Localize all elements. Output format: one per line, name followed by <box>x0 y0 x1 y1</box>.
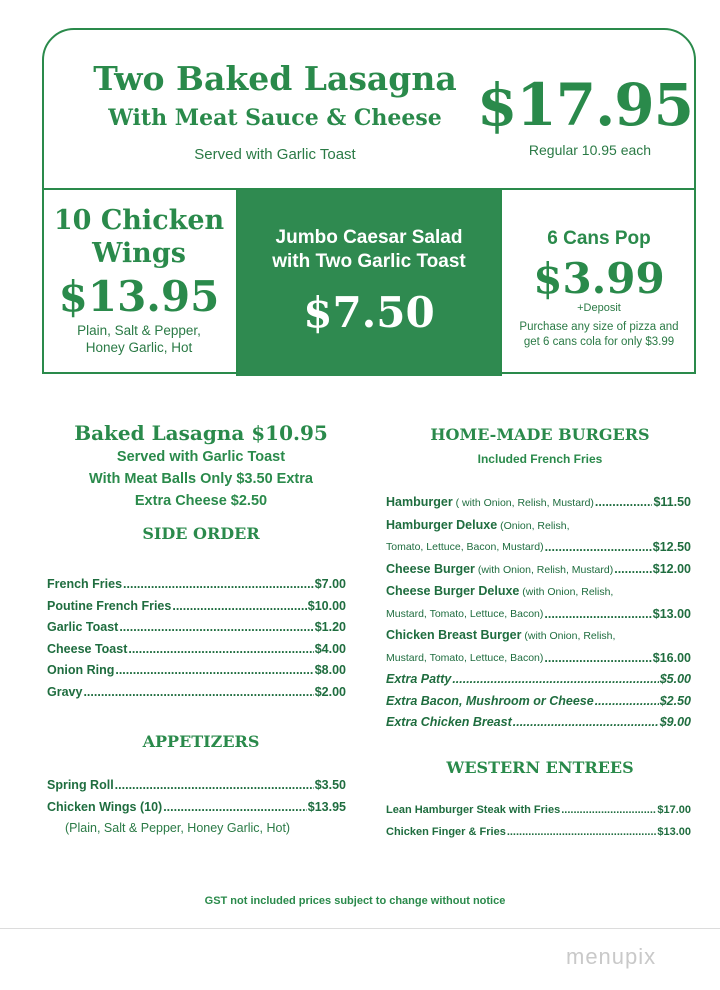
item-price: $13.00 <box>652 606 691 621</box>
side-order-list <box>47 574 346 703</box>
wings-promo <box>42 190 238 376</box>
list-item <box>386 515 691 538</box>
item-name: Poutine French Fries <box>47 598 172 613</box>
wings-desc-2: Honey Garlic, Hot <box>85 340 193 355</box>
item-name: Lean Hamburger Steak with Fries <box>386 804 561 816</box>
list-item <box>386 800 691 822</box>
pop-desc-2: get 6 cans cola for only $3.99 <box>523 336 675 348</box>
item-name: Garlic Toast <box>47 620 119 634</box>
watermark-logo: menupix <box>566 944 657 969</box>
list-item <box>47 660 346 682</box>
list-item <box>386 822 691 844</box>
special-regular: Regular 10.95 each <box>528 142 652 158</box>
item-price: $8.00 <box>314 663 346 677</box>
item-price: $2.50 <box>659 693 691 708</box>
promo-row <box>42 188 696 376</box>
item-name: Extra Bacon, Mushroom or Cheese <box>386 693 594 708</box>
pop-promo <box>500 190 696 376</box>
baked-lasagna-line-3: Extra Cheese $2.50 <box>134 493 268 509</box>
item-price: $13.95 <box>307 799 346 814</box>
item-price: $3.50 <box>314 778 346 792</box>
list-item <box>47 797 346 819</box>
item-name: Extra Chicken Breast <box>386 715 512 729</box>
item-detail: (with Onion, Relish, <box>521 630 616 642</box>
burgers-heading: HOME-MADE BURGERS <box>430 425 650 444</box>
baked-lasagna-line-2: With Meat Balls Only $3.50 Extra <box>89 471 313 487</box>
wings-price: $13.95 <box>58 272 220 321</box>
list-item <box>386 648 691 670</box>
item-name: Chicken Breast Burger <box>386 628 522 642</box>
item-name: French Fries <box>47 577 123 591</box>
list-item <box>47 596 346 618</box>
list-item <box>386 581 691 604</box>
item-name: Onion Ring <box>47 663 115 677</box>
item-price: $1.20 <box>314 620 346 634</box>
burgers-list <box>386 492 691 734</box>
baked-lasagna-section <box>46 420 356 512</box>
list-item <box>47 775 346 797</box>
special-subtitle: With Meat Sauce & Cheese <box>108 105 442 131</box>
item-name: Chicken Wings (10) <box>47 799 163 814</box>
pop-desc-1: Purchase any size of pizza and <box>519 321 679 333</box>
list-item <box>47 574 346 596</box>
list-item <box>386 492 691 515</box>
item-name: Cheese Burger <box>386 561 475 576</box>
baked-lasagna-title: Baked Lasagna $10.95 <box>74 421 328 445</box>
item-price: $10.00 <box>307 598 346 613</box>
item-price: $5.00 <box>659 672 691 686</box>
item-name: Cheese Burger Deluxe <box>386 584 520 598</box>
wings-title-2: Wings <box>92 238 186 269</box>
footer-note: GST not included prices subject to change without notice <box>204 895 506 907</box>
item-price: $12.50 <box>652 540 691 554</box>
item-name: Extra Patty <box>386 672 452 686</box>
item-detail: (Onion, Relish, <box>497 519 570 532</box>
item-detail: ( with Onion, Relish, Mustard) <box>452 497 594 509</box>
list-item <box>47 617 346 639</box>
appetizers-note: (Plain, Salt & Pepper, Honey Garlic, Hot) <box>65 821 291 835</box>
pop-title: 6 Cans Pop <box>547 228 651 249</box>
item-name: Cheese Toast <box>47 641 128 656</box>
item-name: Spring Roll <box>47 778 114 792</box>
baked-lasagna-line-1: Served with Garlic Toast <box>116 449 286 465</box>
item-price: $13.00 <box>657 825 691 838</box>
item-price: $16.00 <box>652 650 691 665</box>
item-name: Chicken Finger & Fries <box>386 825 506 838</box>
wings-desc-1: Plain, Salt & Pepper, <box>77 323 201 338</box>
pop-deposit: +Deposit <box>577 302 621 314</box>
appetizers-heading: APPETIZERS <box>142 732 260 751</box>
item-name: Hamburger <box>386 495 453 509</box>
caesar-title-1: Jumbo Caesar Salad <box>275 227 463 248</box>
list-item <box>386 625 691 648</box>
caesar-title-2: with Two Garlic Toast <box>272 251 466 272</box>
item-price: $7.00 <box>314 577 346 591</box>
item-price: $17.00 <box>657 804 691 816</box>
burgers-subheading: Included French Fries <box>477 452 603 466</box>
item-price: $9.00 <box>659 715 691 729</box>
list-item <box>386 691 691 713</box>
list-item <box>386 537 691 559</box>
special-served: Served with Garlic Toast <box>194 146 356 163</box>
item-price: $11.50 <box>653 495 691 509</box>
western-list <box>386 800 691 843</box>
item-price: $12.00 <box>652 561 691 576</box>
caesar-price: $7.50 <box>303 288 435 337</box>
list-item <box>47 682 346 704</box>
pop-price: $3.99 <box>533 254 665 303</box>
appetizers-list <box>47 775 346 839</box>
wings-title-1: 10 Chicken <box>53 205 225 236</box>
item-detail: (with Onion, Relish, <box>519 586 614 598</box>
item-name: Hamburger Deluxe <box>386 517 498 532</box>
item-detail: (with Onion, Relish, Mustard) <box>474 563 614 576</box>
list-item <box>47 639 346 661</box>
page-divider <box>0 928 720 929</box>
special-title: Two Baked Lasagna <box>93 59 457 98</box>
list-item <box>386 669 691 691</box>
item-detail: Mustard, Tomato, Lettuce, Bacon) <box>386 651 544 664</box>
special-price: $17.95 <box>477 71 693 139</box>
western-heading: WESTERN ENTREES <box>446 758 634 777</box>
caesar-promo <box>238 190 500 376</box>
item-detail: Tomato, Lettuce, Bacon, Mustard) <box>386 541 544 553</box>
list-item <box>386 712 691 734</box>
list-item <box>386 604 691 626</box>
list-item <box>386 559 691 582</box>
item-price: $4.00 <box>314 641 346 656</box>
side-order-heading: SIDE ORDER <box>142 524 260 543</box>
item-price: $2.00 <box>314 684 346 699</box>
item-name: Gravy <box>47 684 83 699</box>
item-detail: Mustard, Tomato, Lettuce, Bacon) <box>386 607 544 620</box>
